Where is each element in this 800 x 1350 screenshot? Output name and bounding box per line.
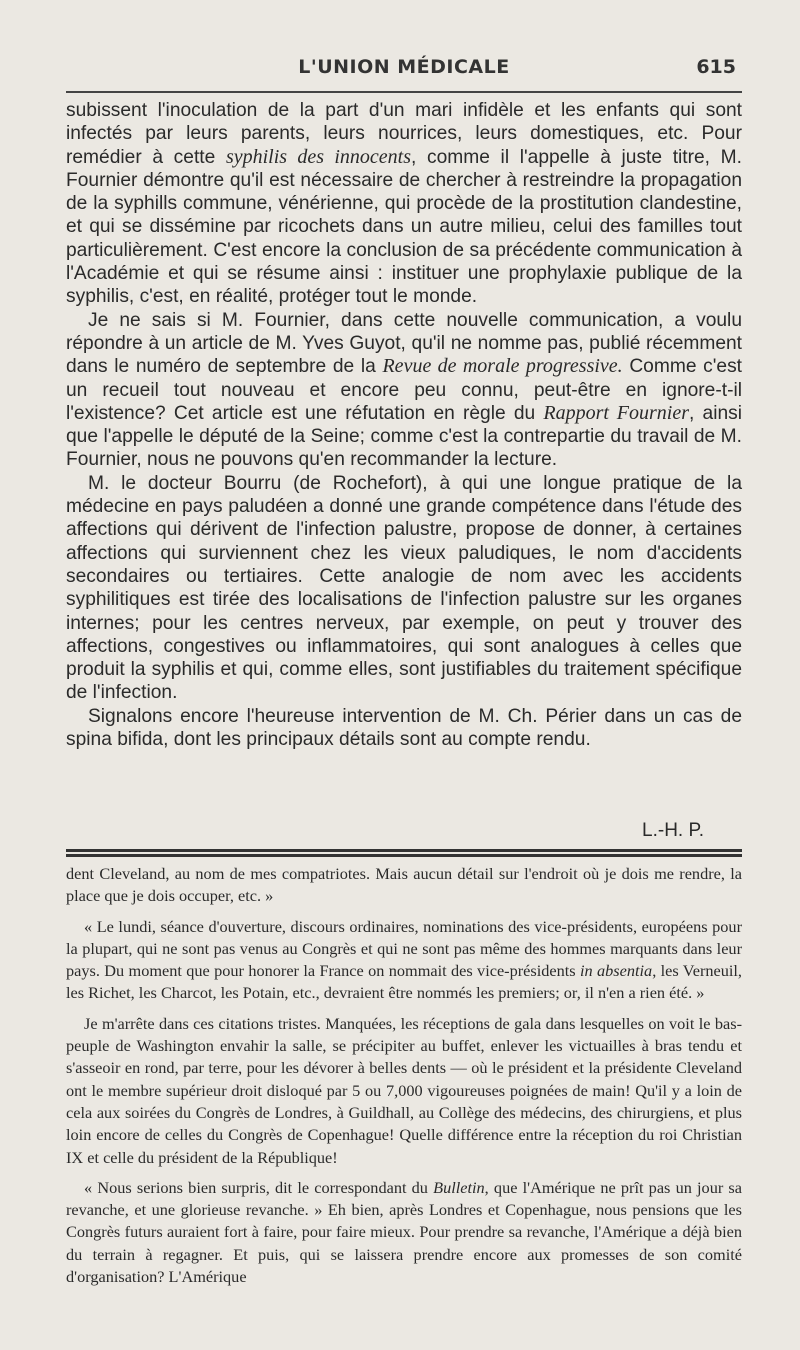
text-run: « Nous serions bien surpris, dit le correspondant du (84, 1177, 434, 1197)
paragraph: Signalons encore l'heureuse intervention de M. Ch. Périer dans un cas de spina bifida, dont les principaux détails sont au compte rendu. (66, 705, 742, 751)
italic-run: syphilis des innocents (225, 145, 412, 168)
text-run: , ainsi que l'appelle le député de la Seine; comme c'est la contrepartie du travail de M. Fournier, nous ne pouvons qu'en recommander la lecture. (66, 402, 742, 471)
paragraph (66, 1177, 742, 1288)
italic-run: Rapport Fournier (543, 401, 690, 424)
text-run: Comme c'est un recueil tout nouveau et encore peu connu, peut-être en ignore-t-il l'existence? Cet article est une réfutation en règle du (66, 356, 743, 424)
text-run: , que l'Amérique ne prît pas un jour sa revanche, et une glorieuse revanche. » Eh bien, après Londres et Copenhague, nous pensions que les Congrès futurs auraient fort à faire, pour faire mieux. Pour prendre sa revanche, l'Amérique a déjà bien du terrain à regagner. Et puis, qui se laissera prendre encore aux promesses de son comité d'organisation? L'Amérique (66, 1177, 742, 1287)
italic-run: Revue de morale progressive. (382, 355, 623, 378)
text-run: , les Verneuil, les Richet, les Charcot, les Potain, etc., devraient être nommés les premiers; or, il n'en a rien été. » (66, 961, 743, 1003)
text-run: , comme il l'appelle à juste titre, M. Fournier démontre qu'il est nécessaire de chercher à restreindre la propagation de la syphills commune, vénérienne, qui procède de la prostitution clandestine, et qui se dissémine par ricochets dans un autre milieu, celui des familles tout particulièrement. C'est encore la conclusion de sa précédente communication à l'Académie et qui se résume ainsi : instituer une prophylaxie publique de la syphilis, c'est, en réalité, protéger tout le monde. (66, 146, 742, 308)
section-rule (66, 849, 742, 852)
italic-run: Bulletin (433, 1177, 485, 1197)
italic-run: in absentia (579, 961, 653, 981)
paragraph: dent Cleveland, au nom de mes compatriotes. Mais aucun détail sur l'endroit où je dois me rendre, la place que je dois occuper, etc. » (66, 864, 742, 906)
lower-text (66, 863, 742, 1288)
paragraph: M. le docteur Bourru (de Rochefort), à qui une longue pratique de la médecine en pays paludéen a donné une grande compétence dans l'étude des affections qui dérivent de l'infection palustre, propose de donner, à certaines affections qui surviennent chez les vieux paludiques, le nom d'accidents secondaires ou tertiaires. Cette analogie de nom avec les accidents syphilitiques est tirée des localisations de l'infection palustre sur les organes internes; pour les centres nerveux, par exemple, on peut y trouver des affections, congestives ou inflammatoires, qui sont analogues à celles que produit la syphilis et qui, comme elles, sont justifiables du traitement spécifique de l'infection. (66, 472, 742, 704)
paragraph: Je m'arrête dans ces citations tristes. Manquées, les réceptions de gala dans lesquelles on voit le bas-peuple de Washington envahir la salle, se précipiter au buffet, enlever les victuailles à bras tendu et s'asseoir en rond, par terre, pour les dévorer à belles dents — où le président et la présidente Cleveland ont le membre supérieur droit disloqué par 5 ou 7,000 vigoureuses poignées de main! Qu'il y a loin de cela aux soirées du Congrès de Londres, à Guildhall, au Collège des médecins, des chirurgiens, et plus loin encore de celles du Congrès de Copenhague! Quelle différence entre la réception du roi Christian IX et celle du président de la République! (66, 1013, 742, 1167)
text-run: « Le lundi, séance d'ouverture, discours ordinaires, nominations des vice-présidents, européens pour la plupart, qui ne sont pas venus au Congrès et qui ne sont pas même des hommes marquants dans leur pays. Du moment que pour honorer la France on nommait des vice-présidents (66, 916, 742, 981)
section-rule (66, 854, 742, 857)
text-run: subissent l'inoculation de la part d'un mari infidèle et les enfants qui sont infectés par leurs parents, leurs nourrices, leurs domestiques, etc. Pour remédier à cette (66, 100, 742, 168)
running-header (66, 56, 742, 86)
paragraph (66, 99, 742, 309)
paragraph (66, 916, 742, 1005)
paragraph (66, 309, 742, 472)
main-text (66, 99, 742, 751)
text-run: Je ne sais si M. Fournier, dans cette nouvelle communication, a voulu répondre à un article de M. Yves Guyot, qu'il ne nomme pas, publié récemment dans le numéro de septembre de la (66, 309, 742, 378)
header-rule (66, 91, 742, 93)
journal-title: L'UNION MÉDICALE (298, 56, 510, 78)
page-number: 615 (696, 56, 736, 78)
signature: L.-H. P. (642, 820, 704, 841)
